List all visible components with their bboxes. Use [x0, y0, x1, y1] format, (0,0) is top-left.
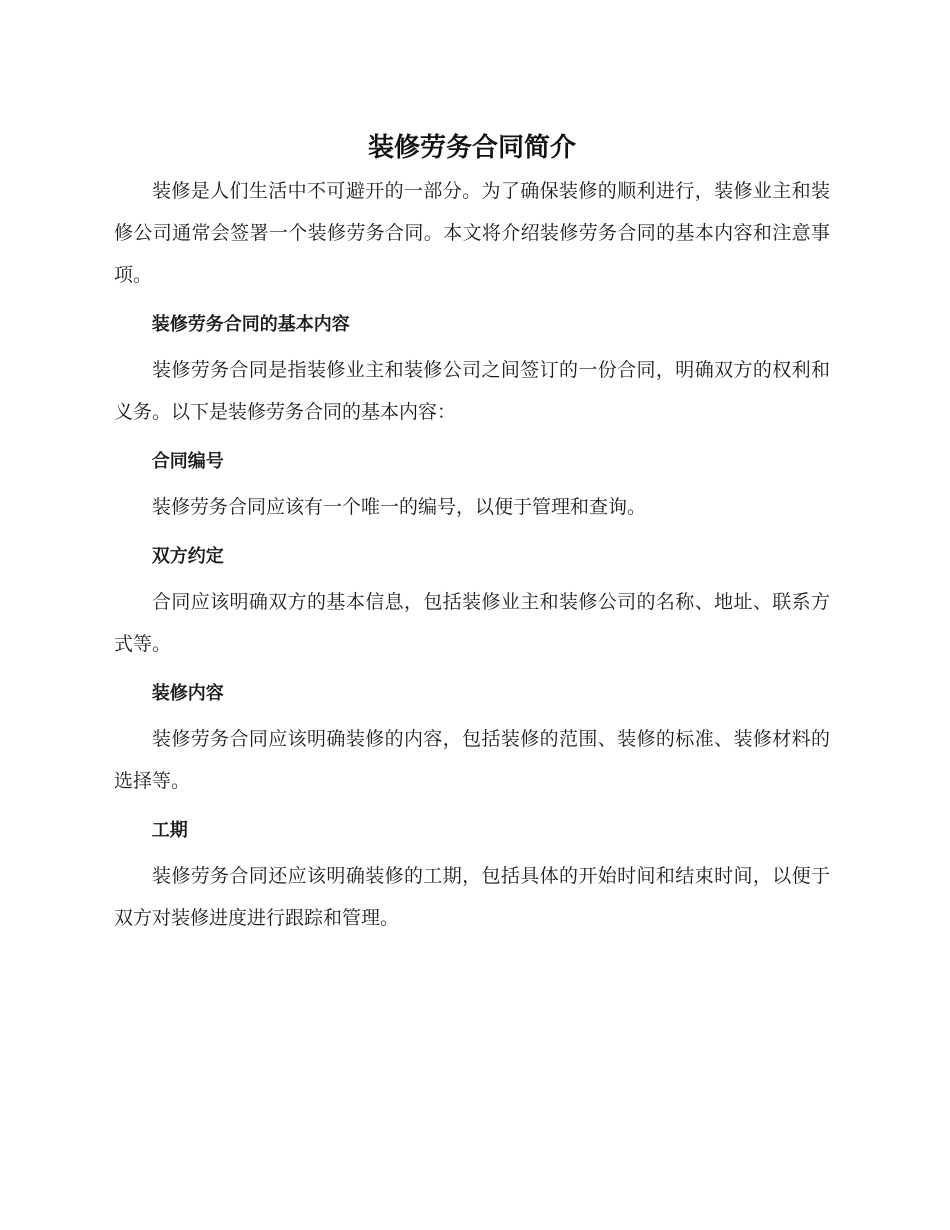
section-body-basic-content: 装修劳务合同是指装修业主和装修公司之间签订的一份合同，明确双方的权利和义务。以下是装修劳务合同的基本内容：	[114, 359, 830, 423]
section-body-agreement: 合同应该明确双方的基本信息，包括装修业主和装修公司的名称、地址、联系方式等。	[114, 591, 830, 655]
section-body-duration: 装修劳务合同还应该明确装修的工期，包括具体的开始时间和结束时间，以便于双方对装修进度进行跟踪和管理。	[114, 865, 830, 929]
section-heading-basic-content: 装修劳务合同的基本内容	[151, 314, 350, 335]
section-heading-agreement: 双方约定	[151, 546, 224, 567]
document-title: 装修劳务合同简介	[367, 133, 576, 163]
section-body-renovation-content: 装修劳务合同应该明确装修的内容，包括装修的范围、装修的标准、装修材料的选择等。	[114, 728, 830, 792]
section-heading-contract-number: 合同编号	[151, 451, 224, 472]
section-body-contract-number: 装修劳务合同应该有一个唯一的编号，以便于管理和查询。	[152, 496, 647, 518]
document-page	[114, 128, 830, 939]
section-heading-renovation-content: 装修内容	[151, 683, 224, 704]
section-heading-duration: 工期	[151, 820, 188, 841]
intro-paragraph: 装修是人们生活中不可避开的一部分。为了确保装修的顺利进行，装修业主和装修公司通常会签署一个装修劳务合同。本文将介绍装修劳务合同的基本内容和注意事项。	[114, 180, 830, 286]
